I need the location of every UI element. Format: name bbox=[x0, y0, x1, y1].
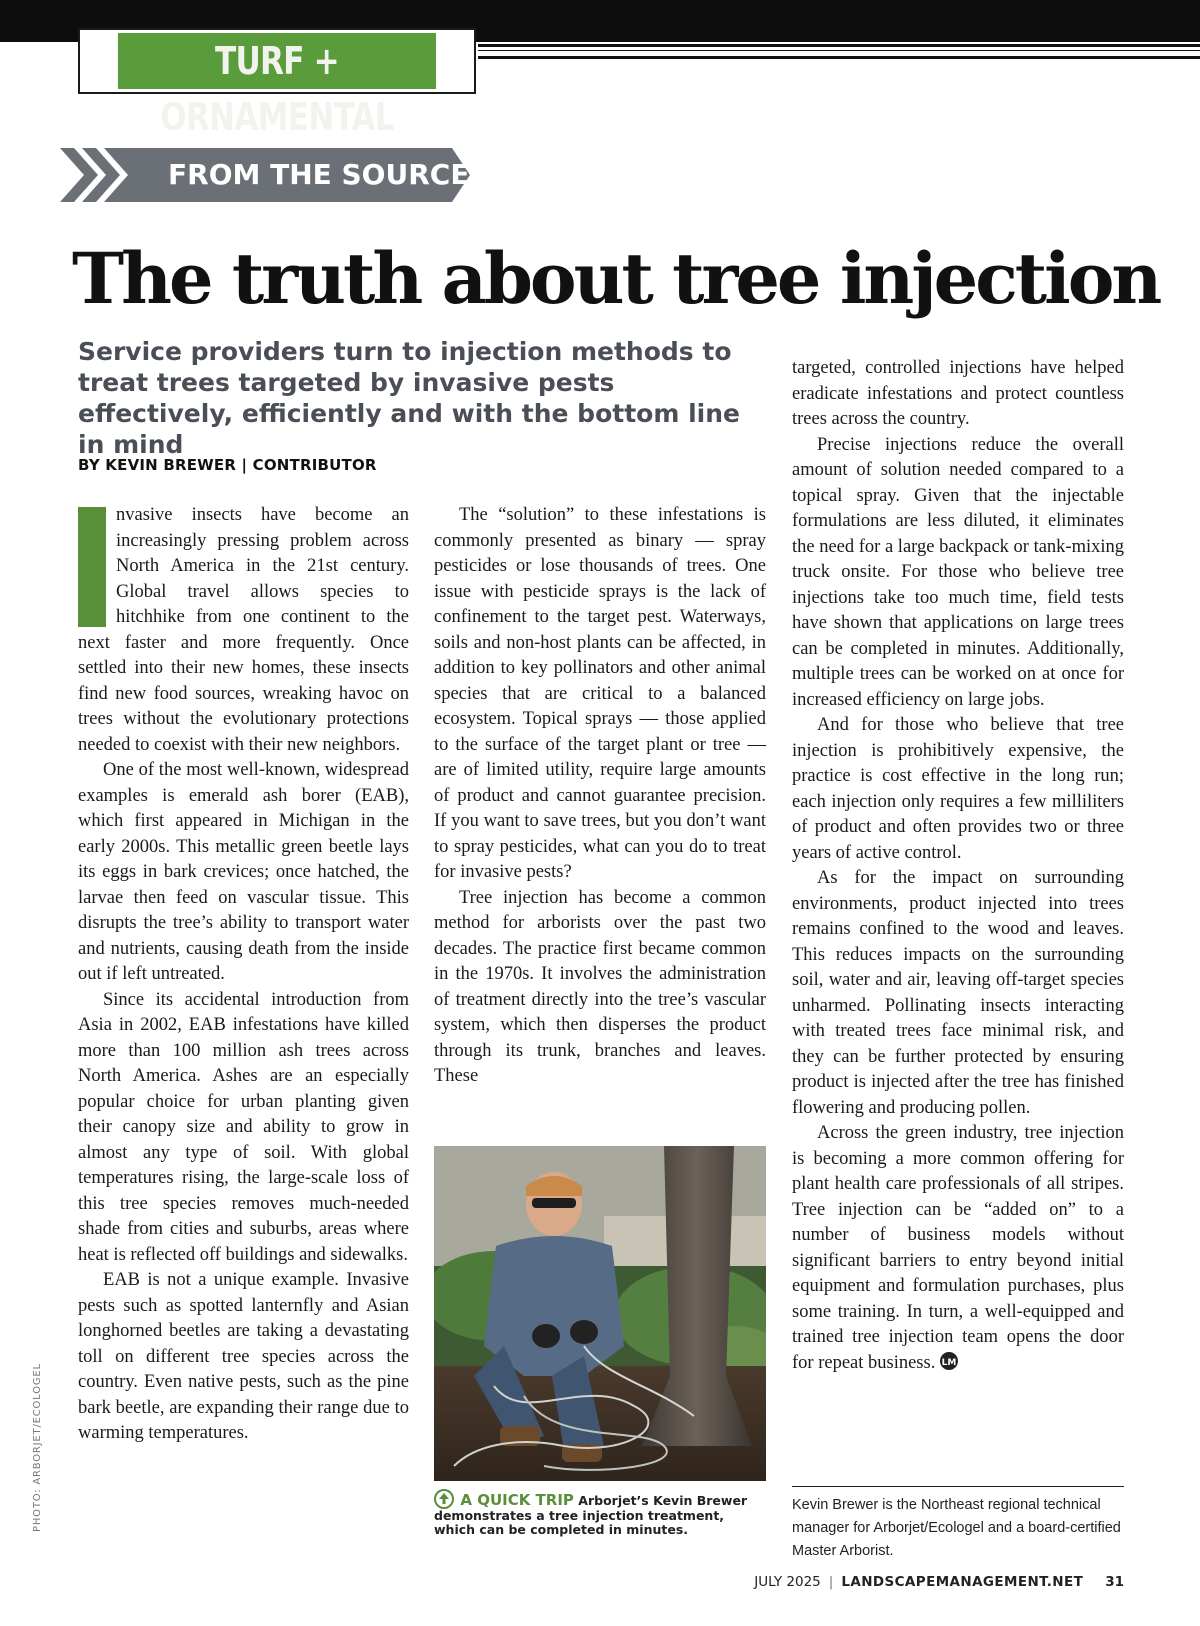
body-column-2 bbox=[434, 503, 766, 1090]
paragraph: And for those who believe that tree injection is prohibitively expensive, the practice is cost effective in the long run; each injection only requires a few milliliters of product and often provides two or three years of active control. bbox=[792, 715, 1124, 863]
lm-end-mark-icon bbox=[939, 1351, 959, 1371]
paragraph: As for the impact on surrounding environments, product injected into trees remains confined to the wood and leaves. This reduces impacts on the surrounding soil, water and air, leaving off-target species unharmed. Pollinating insects interacting with treated trees face minimal risk, and they can be further protected by ensuring product is injected after the tree has finished flowering and producing pollen. bbox=[792, 868, 1124, 1118]
photo-technician-injecting-tree bbox=[434, 1146, 766, 1481]
publication-site: LANDSCAPEMANAGEMENT.NET bbox=[841, 1574, 1084, 1590]
paragraph: Precise injections reduce the overall amount of solution needed compared to a topical spray. Given that the injectable formulations are less diluted, it eliminates the need for a large backpack or tank-mixing truck onsite. For those who believe tree injections take too much time, field tests have shown that applications on large trees can be completed in minutes. Additionally, multiple trees can be worked on at once for increased efficiency on large jobs. bbox=[792, 434, 1125, 710]
paragraph: The “solution” to these infestations is commonly presented as binary — spray pesticides or lose thousands of trees. One issue with pesticide sprays is the lack of confinement to the target pest. Waterways, soils and non-host plants can be affected, in addition to key pollinators and other animal species that are critical to a balanced ecosystem. Topical sprays — those applied to the surface of the target plant or tree — are of limited utility, require large amounts of product and cannot guarantee precision. If you want to save trees, but you don’t want to spray pesticides, what can you do to treat for invasive pests? bbox=[434, 505, 766, 882]
drop-cap bbox=[78, 507, 106, 627]
paragraph: Tree injection has become a common method for arborists over the past two decades. The practice first became common in the 1970s. It involves the administration of treatment directly into the tree’s vascular system, which then disperses the product through its trunk, branches and leaves. These bbox=[434, 887, 766, 1086]
photo-caption bbox=[434, 1489, 766, 1537]
paragraph: One of the most well-known, widespread examples is emerald ash borer (EAB), which first appeared in Michigan in the early 2000s. This metallic green beetle lays its eggs in bark crevices; once hatched, the larvae then feed on vascular tissue. This disrupts the tree’s ability to transport water and nutrients, causing death from the inside out if left untreated. bbox=[78, 760, 409, 984]
header-rule-thin bbox=[478, 50, 1200, 51]
paragraph: nvasive insects have become an increasingly pressing problem across North America in the 21st century. Global travel allows species to hitchhike from one continent to the next faster and more frequently. Once settled into their new homes, these insects find new food sources, wreaking havoc on trees without the evolutionary protections needed to coexist with their new neighbors. bbox=[78, 505, 409, 755]
photo-credit: PHOTO: ARBORJET/ECOLOGEL bbox=[32, 1363, 43, 1532]
kicker-label: FROM THE SOURCE bbox=[168, 158, 470, 191]
section-tag bbox=[78, 28, 476, 139]
up-arrow-circle-icon bbox=[434, 1489, 454, 1509]
footer-separator: | bbox=[828, 1574, 834, 1590]
paragraph: targeted, controlled injections have helped eradicate infestations and protect countless trees across the country. bbox=[792, 358, 1124, 429]
article-photo bbox=[434, 1146, 766, 1481]
paragraph: Since its accidental introduction from Asia in 2002, EAB infestations have killed more than 100 million ash trees across North America. Ashes are an especially popular choice for urban planting given their canopy size and ability to grow in almost any type of soil. With global temperatures rising, the large-scale loss of this tree species removes much-needed shade from cities and suburbs, areas where heat is reflected off buildings and sidewalks. bbox=[78, 989, 409, 1265]
author-bio-rule bbox=[792, 1486, 1124, 1487]
issue-date: JULY 2025 bbox=[754, 1574, 821, 1590]
kicker-banner bbox=[60, 148, 470, 202]
article-headline: The truth about tree injection bbox=[72, 237, 1160, 320]
page-number: 31 bbox=[1105, 1574, 1124, 1590]
article-byline: BY KEVIN BREWER | CONTRIBUTOR bbox=[78, 456, 377, 474]
paragraph: Across the green industry, tree injection is becoming a more common offering for plant health care professionals of all stripes. Tree injection can be “added on” to a number of business models without significant barriers to entry beyond initial equipment and formulation purchases, plus some training. In turn, a well-equipped and trained tree injection team opens the door for repeat business. LM bbox=[792, 1123, 1124, 1373]
body-column-1 bbox=[78, 503, 409, 1447]
header-rule-lower bbox=[478, 56, 1200, 59]
caption-heading: A QUICK TRIP bbox=[460, 1491, 574, 1509]
body-column-3 bbox=[792, 356, 1124, 1376]
header-rule bbox=[478, 44, 1200, 47]
caption-text: Arborjet’s Kevin Brewer demonstrates a tree injection treatment, which can be completed in minutes. bbox=[434, 1493, 748, 1537]
section-tag-label: TURF + ORNAMENTAL bbox=[118, 33, 436, 89]
article-dek: Service providers turn to injection methods to treat trees targeted by invasive pests effectively, efficiently and with the bottom line in mind bbox=[78, 337, 740, 459]
page-footer bbox=[754, 1574, 1124, 1590]
paragraph: EAB is not a unique example. Invasive pests such as spotted lanternfly and Asian longhorned beetles are taking a devastating toll on different tree species across the country. Even native pests, such as the pine bark beetle, are expanding their range due to warming temperatures. bbox=[78, 1270, 409, 1443]
author-bio: Kevin Brewer is the Northeast regional technical manager for Arborjet/Ecologel and a board-certified Master Arborist. bbox=[792, 1497, 1121, 1559]
svg-text:LM: LM bbox=[941, 1357, 957, 1368]
